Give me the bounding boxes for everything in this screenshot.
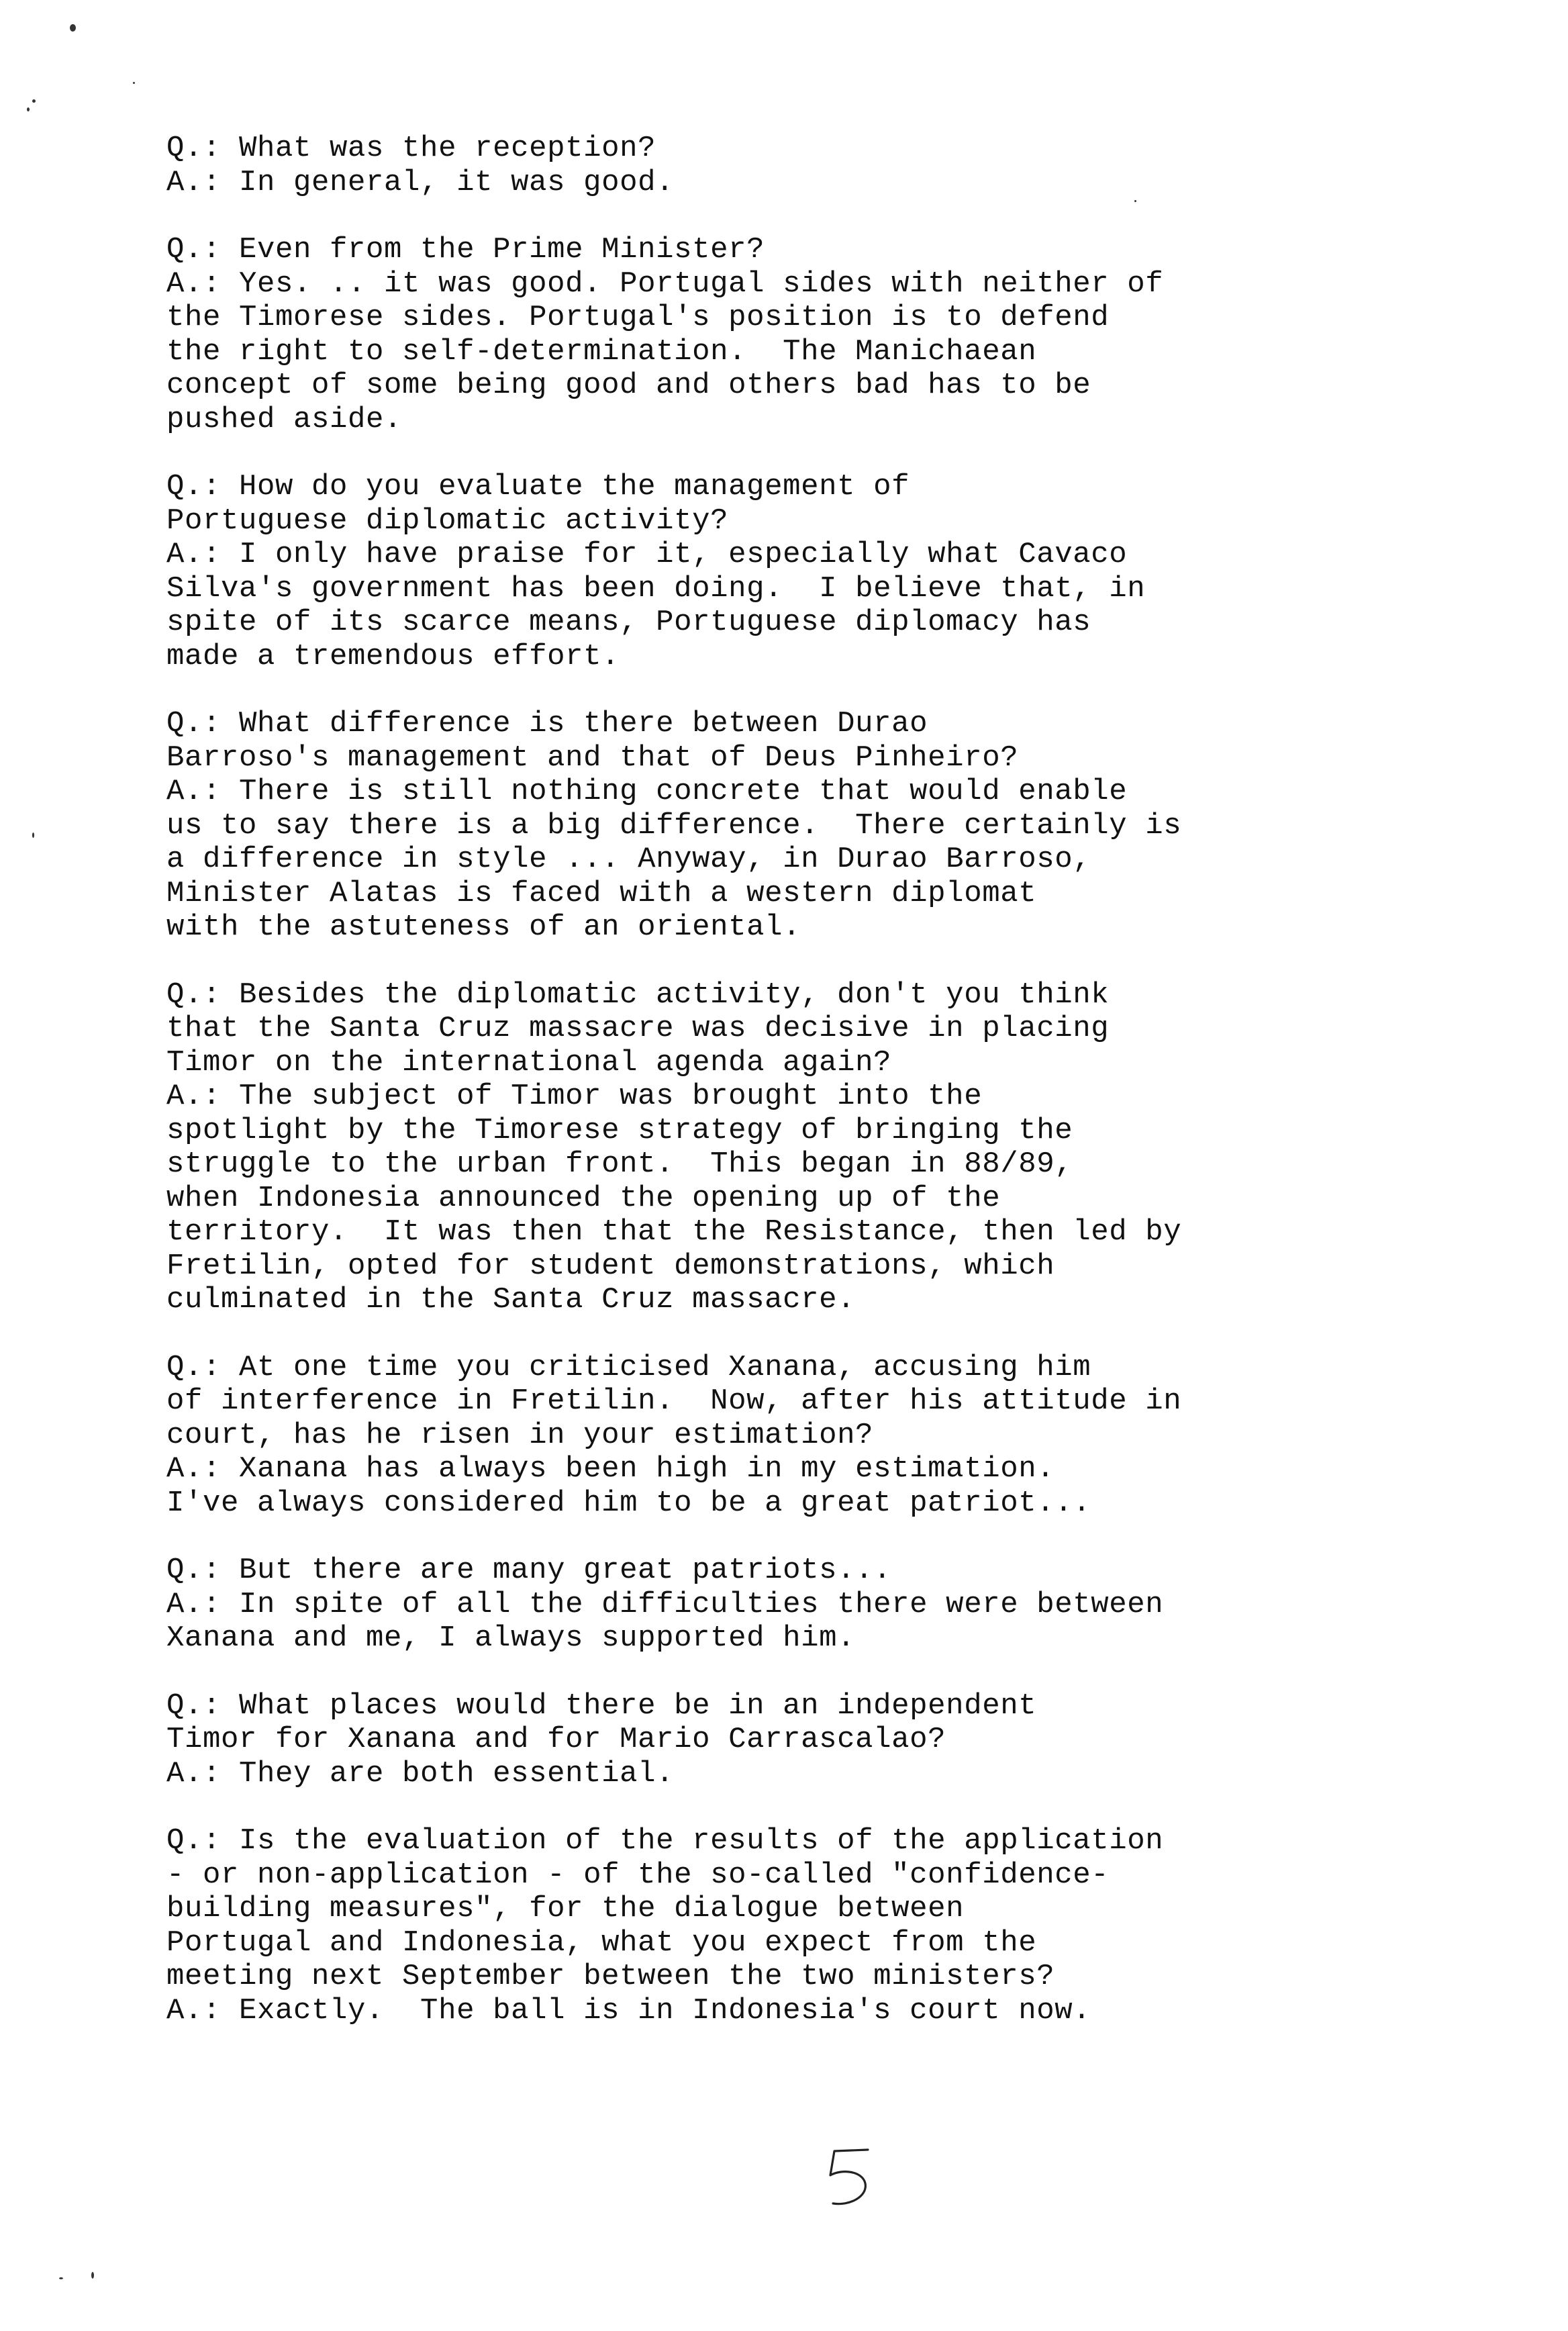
qa-block-prime-minister: [166, 233, 1482, 436]
qa-block-reception: [166, 132, 1482, 199]
answer-line: A.: They are both essential.: [166, 1756, 675, 1791]
answer-line: us to say there is a big difference. There certainly is: [166, 808, 1182, 843]
question-line: Timor for Xanana and for Mario Carrascalao?: [166, 1723, 946, 1756]
question-line: Q.: Even from the Prime Minister?: [166, 233, 765, 267]
qa-block-independent-timor: [166, 1689, 1482, 1791]
qa-block-diplomatic-management: [166, 470, 1482, 673]
answer-line: A.: There is still nothing concrete that would enable: [166, 775, 1128, 808]
scan-speck: [32, 99, 36, 103]
scan-speck: [91, 2272, 94, 2279]
answer-line: A.: Xanana has always been high in my estimation.: [166, 1452, 1055, 1486]
qa-block-barroso-pinheiro: [166, 707, 1482, 945]
question-line: that the Santa Cruz massacre was decisive in placing: [166, 1012, 1110, 1045]
scan-speck: [59, 2277, 63, 2279]
handwritten-page-number: [816, 2142, 889, 2216]
question-line: - or non-application - of the so-called "confidence-: [166, 1858, 1110, 1892]
answer-line: made a tremendous effort.: [166, 639, 620, 673]
answer-line: A.: I only have praise for it, especially what Cavaco: [166, 538, 1128, 571]
answer-line: I've always considered him to be a great patriot...: [166, 1486, 1091, 1520]
question-line: Q.: Besides the diplomatic activity, don't you think: [166, 978, 1110, 1012]
answer-line: Silva's government has been doing. I believe that, in: [166, 571, 1146, 606]
question-line: Q.: How do you evaluate the management of: [166, 470, 910, 504]
answer-line: the Timorese sides. Portugal's position is to defend: [166, 301, 1110, 334]
qa-block-santa-cruz: [166, 978, 1482, 1317]
answer-line: culminated in the Santa Cruz massacre.: [166, 1283, 856, 1317]
question-line: Q.: What places would there be in an independent: [166, 1688, 1037, 1723]
interview-transcript: [166, 132, 1482, 2061]
question-line: building measures", for the dialogue between: [166, 1892, 965, 1925]
question-line: Q.: What was the reception?: [166, 132, 656, 165]
scan-speck: [32, 832, 34, 838]
qa-block-great-patriots: [166, 1554, 1482, 1656]
question-line: Timor on the international agenda again?: [166, 1045, 892, 1080]
question-line: Barroso's management and that of Deus Pinheiro?: [166, 741, 1019, 775]
answer-line: A.: Exactly. The ball is in Indonesia's court now.: [166, 1993, 1091, 2028]
scan-speck: [27, 107, 30, 111]
answer-line: A.: Yes. .. it was good. Portugal sides with neither of: [166, 267, 1164, 301]
answer-line: Minister Alatas is faced with a western diplomat: [166, 876, 1037, 910]
answer-line: A.: In general, it was good.: [166, 165, 675, 199]
answer-line: spotlight by the Timorese strategy of bringing the: [166, 1113, 1073, 1147]
answer-line: A.: The subject of Timor was brought into the: [166, 1080, 983, 1113]
answer-line: the right to self-determination. The Manichaean: [166, 334, 1037, 369]
answer-line: with the astuteness of an oriental.: [166, 910, 801, 944]
answer-line: a difference in style ... Anyway, in Durao Barroso,: [166, 843, 1091, 876]
question-line: Q.: What difference is there between Durao: [166, 707, 928, 741]
question-line: Q.: Is the evaluation of the results of the application: [166, 1824, 1164, 1858]
question-line: court, has he risen in your estimation?: [166, 1418, 874, 1452]
answer-line: when Indonesia announced the opening up of the: [166, 1181, 1001, 1215]
question-line: Portugal and Indonesia, what you expect from the: [166, 1925, 1037, 1960]
answer-line: concept of some being good and others bad has to be: [166, 369, 1091, 402]
scan-speck: [70, 24, 76, 32]
question-line: meeting next September between the two ministers?: [166, 1960, 1055, 1993]
answer-line: pushed aside.: [166, 402, 403, 436]
qa-block-confidence-measures: [166, 1824, 1482, 2028]
question-line: Q.: But there are many great patriots...: [166, 1554, 892, 1587]
question-line: of interference in Fretilin. Now, after his attitude in: [166, 1384, 1182, 1418]
answer-line: territory. It was then that the Resistance, then led by: [166, 1215, 1182, 1249]
scan-speck: [133, 82, 135, 84]
answer-line: struggle to the urban front. This began in 88/89,: [166, 1147, 1073, 1181]
answer-line: Xanana and me, I always supported him.: [166, 1621, 856, 1655]
question-line: Portuguese diplomatic activity?: [166, 504, 729, 538]
answer-line: Fretilin, opted for student demonstrations, which: [166, 1249, 1055, 1283]
question-line: Q.: At one time you criticised Xanana, accusing him: [166, 1350, 1091, 1384]
answer-line: A.: In spite of all the difficulties there were between: [166, 1587, 1164, 1621]
qa-block-xanana-estimation: [166, 1351, 1482, 1521]
answer-line: spite of its scarce means, Portuguese diplomacy has: [166, 606, 1091, 639]
